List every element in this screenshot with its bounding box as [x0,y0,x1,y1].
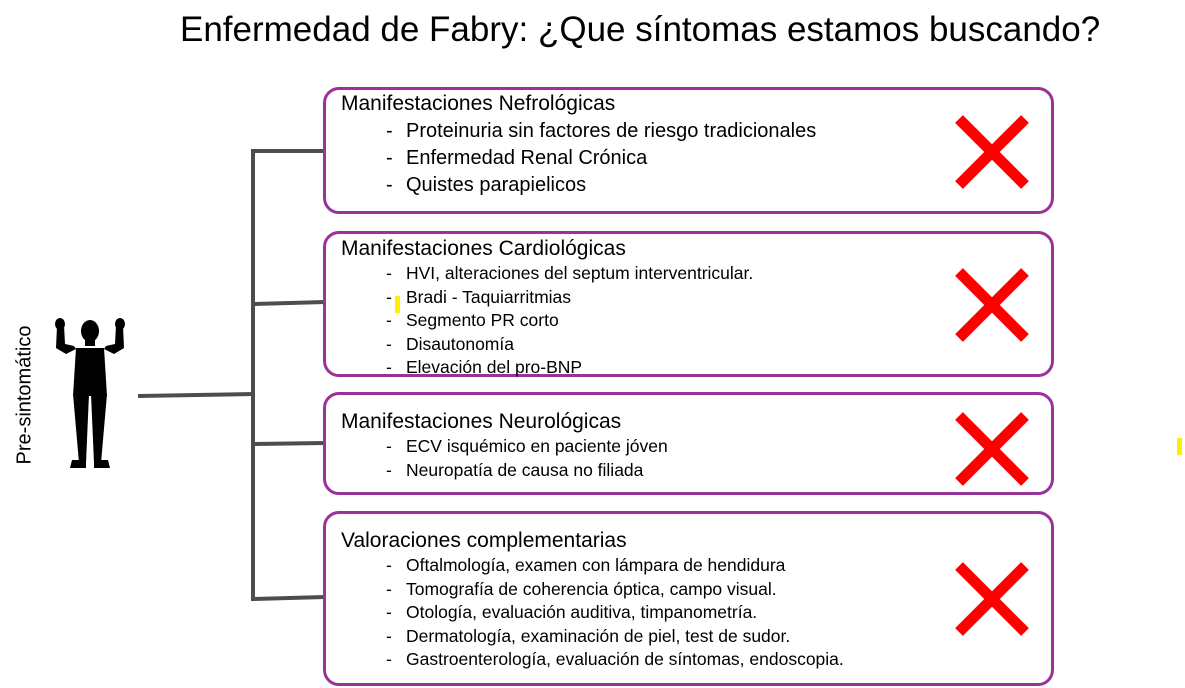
list-item: - Segmento PR corto [386,310,559,330]
red-x-icon [954,267,1030,343]
section-cardiologicas [323,231,1054,377]
red-x-icon [954,561,1030,637]
list-item: - Neuropatía de causa no filiada [386,459,644,480]
section-heading: Manifestaciones Neurológicas [341,410,622,433]
list-item: - Bradi - Taquiarritmias [386,286,572,307]
list-item: - Quistes parapielicos [386,174,587,196]
list-item: - Oftalmología, examen con lámpara de hendidura [386,555,786,575]
list-item: - Gastroenterología, evaluación de síntomas, endoscopia. [386,649,844,669]
section-neurologicas [323,392,1054,495]
list-item: - Proteinuria sin factores de riesgo tradicionales [386,120,817,142]
stage-label: Pre-sintomático [13,325,36,465]
section-nefrologicas [323,87,1054,214]
section-list [386,262,753,380]
section-list [386,435,668,482]
list-item: - Elevación del pro-BNP [386,357,583,377]
section-heading: Manifestaciones Nefrológicas [341,92,616,115]
red-x-icon [954,411,1030,487]
list-item: - HVI, alteraciones del septum interventricular. [386,263,754,283]
section-list [386,118,816,199]
section-heading: Manifestaciones Cardiológicas [341,237,626,260]
highlight-marker [395,296,400,313]
red-x-icon [954,114,1030,190]
list-item: - Tomografía de coherencia óptica, campo visual. [386,578,777,599]
section-heading: Valoraciones complementarias [341,529,627,552]
page-title: Enfermedad de Fabry: ¿Que síntomas estamos buscando? [180,10,1101,49]
section-valoraciones [323,511,1054,686]
list-item: - Enfermedad Renal Crónica [386,147,648,169]
person-silhouette-icon [52,318,128,470]
list-item: - ECV isquémico en paciente jóven [386,436,668,456]
list-item: - Disautonomía [386,333,514,354]
list-item: - Otología, evaluación auditiva, timpanometría. [386,602,758,622]
list-item: - Dermatología, examinación de piel, test de sudor. [386,625,791,646]
highlight-marker [1177,438,1182,455]
section-list [386,554,844,672]
